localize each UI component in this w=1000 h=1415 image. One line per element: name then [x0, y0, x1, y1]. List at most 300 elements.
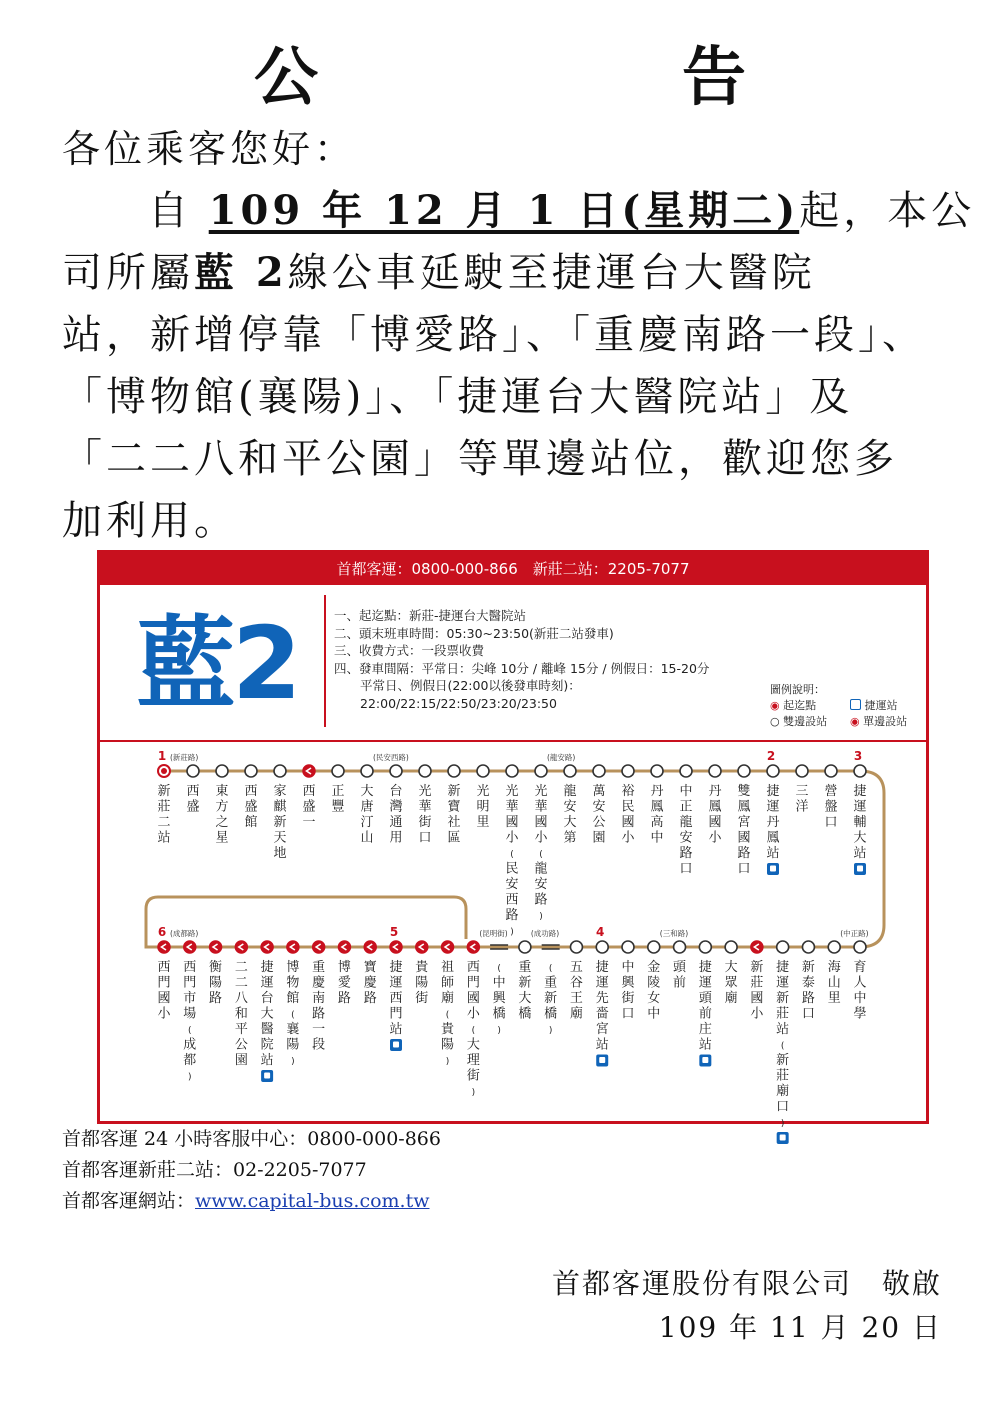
stop-name-char: 小 [157, 1006, 171, 1022]
stop-name-char: 眾 [724, 975, 738, 991]
stop-name [286, 959, 299, 1067]
stop-name-char: 大 [853, 830, 867, 846]
stop-name-char: 鳳 [737, 799, 751, 815]
stop-name-char: 小 [750, 1006, 764, 1022]
stop-name-char: 谷 [569, 975, 583, 991]
stop-name-char: 中 [492, 975, 506, 991]
stop-name-char: 西 [466, 960, 480, 975]
stop-name-char: ( [497, 964, 501, 974]
stop-name-char: 新 [447, 784, 461, 799]
contact-info [62, 1124, 441, 1217]
stop-name [244, 784, 257, 830]
stop-name-char: 路 [534, 892, 548, 908]
stop-name [592, 783, 605, 846]
stop-name-char: 豐 [331, 799, 345, 815]
mrt-badge-inner [264, 1073, 270, 1079]
stop-name-char: 興 [492, 991, 506, 1006]
stop-name [750, 960, 764, 1022]
stop-marker [596, 941, 608, 953]
stop-name-char: ( [548, 964, 553, 974]
stop-marker [535, 765, 547, 777]
stop-name-char: 安 [679, 830, 693, 846]
stop-name-char: 里 [476, 815, 490, 830]
stop-name-char: 站 [157, 830, 171, 846]
loop-line [146, 897, 466, 947]
stop-name-char: ) [548, 1026, 553, 1036]
body-line-2 [62, 242, 942, 304]
stop-marker [245, 765, 257, 777]
stop-name [215, 783, 228, 846]
stop-name-char: 捷 [766, 784, 780, 799]
info-line: 平常日、例假日(22:00以後發車時刻)： [360, 678, 581, 693]
stop-name-char: 西 [157, 960, 171, 975]
mrt-badge-inner [702, 1057, 708, 1063]
stop-name-char: 園 [592, 830, 606, 846]
stop-name-char: 西 [302, 784, 316, 799]
stop-marker [802, 941, 814, 953]
notice-date: 109 年 11 月 20 日 [658, 1311, 942, 1344]
body-line-1 [62, 180, 976, 242]
stop-name-char: 襄 [286, 1022, 300, 1037]
stop-marker [828, 941, 840, 953]
stop-name-char: 二 [234, 975, 248, 991]
stop-name-char: 大 [466, 1037, 480, 1053]
stop-name-char: ( [291, 1010, 295, 1021]
stop-name-char: 路 [737, 846, 751, 861]
stop-name [795, 784, 808, 815]
stop-marker [332, 765, 344, 777]
stop-name-char: ) [510, 927, 514, 938]
website-line [62, 1186, 441, 1217]
stop-name-char: 貴 [441, 1022, 455, 1037]
terminal-icon: ◉ [770, 699, 780, 712]
stop-name-char: 中 [647, 1006, 661, 1022]
stop-name-char: 台 [260, 991, 274, 1006]
stop-name-char: 光 [534, 784, 548, 799]
stop-name-char: 重 [518, 960, 532, 975]
stop-name-char: ) [539, 912, 543, 922]
stop-name-char: 國 [157, 991, 171, 1006]
stop-name-char: 路 [363, 991, 377, 1006]
stop-name [389, 784, 402, 846]
stop-name-char: 站 [766, 846, 780, 861]
stop-name-char: 運 [853, 799, 867, 815]
single-stop [751, 941, 763, 953]
stop-name-char: 中 [650, 830, 664, 846]
stop-name [621, 784, 635, 846]
stop-name-char: 中 [679, 784, 693, 799]
single-stop [287, 941, 299, 953]
stop-name-char: 站 [853, 846, 867, 861]
stop-name-char: 龍 [679, 815, 693, 830]
circle-icon: ○ [770, 715, 780, 728]
stop-name-char: 萬 [592, 784, 606, 799]
single-stop [390, 941, 402, 953]
stop-name-char: 通 [389, 815, 403, 830]
stop-name-char: 成 [183, 1037, 197, 1053]
stop-name [331, 784, 344, 815]
stop-name-char: 華 [505, 799, 519, 815]
stop-number: 1 [157, 749, 167, 763]
body-text-segment: 司所屬 [62, 250, 194, 296]
website-link[interactable]: www.capital-bus.com.tw [195, 1190, 430, 1212]
stop-name-char: 丹 [708, 784, 722, 799]
stop-marker [709, 765, 721, 777]
stop-name-char: 莊 [157, 799, 171, 815]
stop-name-char: 華 [418, 799, 432, 815]
stop-name [389, 959, 402, 1037]
stop-name-char: 橋 [544, 1006, 558, 1022]
stop-marker [777, 941, 789, 953]
stop-name [725, 959, 738, 1006]
stop-name-char: 台 [389, 784, 403, 799]
stop-name-char: 麒 [273, 799, 287, 815]
stop-name [183, 960, 196, 1083]
stop-name-char: 門 [183, 975, 197, 991]
stop-name-char: 祖 [441, 960, 455, 975]
stop-name-char: 光 [476, 784, 490, 799]
stop-name-char: 新 [750, 960, 764, 975]
stop-name-char: 口 [418, 830, 432, 846]
single-stop [184, 941, 196, 953]
stop-name [157, 784, 170, 846]
stop-name-char: 中 [621, 960, 635, 975]
stop-name-char: 第 [563, 830, 577, 846]
stop-name [338, 959, 351, 1006]
stop-name-char: 安 [592, 799, 606, 815]
stop-name [235, 960, 248, 1068]
stop-name-char: 新 [544, 991, 558, 1006]
stop-name-char: 灣 [389, 799, 403, 815]
stop-marker [274, 765, 286, 777]
stop-name-char: 國 [737, 830, 751, 846]
stop-name-char: 師 [441, 975, 455, 991]
stop-name-char: ) [188, 1072, 192, 1083]
map-header: 首都客運：0800-000-866 新莊二站：2205-7077 [100, 553, 926, 585]
stop-name-char: 館 [286, 991, 300, 1006]
stop-name [828, 960, 841, 1006]
stop-name-char: 正 [331, 784, 345, 799]
stop-name-char: 山 [360, 830, 374, 846]
stop-marker [477, 765, 489, 777]
stop-name-char: 人 [853, 975, 867, 991]
stop-name-char: 海 [827, 960, 841, 975]
stop-name [708, 784, 722, 846]
single-stop [338, 941, 350, 953]
legend-label: 單邊設站 [863, 715, 908, 728]
stop-name-char: 洋 [795, 799, 809, 815]
stop-name-char: 金 [647, 960, 661, 975]
stop-name-char: 華 [534, 799, 548, 815]
stop-name-char: ) [291, 1057, 295, 1067]
stop-number: 3 [853, 749, 863, 763]
stop-marker [448, 765, 460, 777]
stop-marker [651, 765, 663, 777]
stop-number: 5 [389, 925, 399, 939]
stop-name-char: 新 [518, 975, 532, 991]
stop-name-char: 橋 [518, 1006, 532, 1022]
stop-name-char: 國 [750, 991, 764, 1006]
stop-name-char: 民 [505, 861, 519, 877]
stop-name-char: 捷 [389, 960, 403, 975]
road-note: (龍安路) [547, 753, 576, 762]
stop-name-char: 莊 [776, 1006, 790, 1022]
stop-name-char: 新 [801, 960, 815, 975]
stop-name [563, 783, 576, 846]
website-label: 首都客運網站： [62, 1190, 196, 1212]
single-stop [303, 765, 315, 777]
stop-marker [796, 765, 808, 777]
stop-name-char: 盤 [824, 799, 838, 815]
stop-number: 4 [596, 925, 605, 939]
stop-name-char: 王 [569, 991, 583, 1006]
stop-name-char: 重 [544, 975, 558, 991]
stop-name-char: 里 [827, 991, 841, 1006]
stop-name-char: 大 [724, 960, 738, 975]
stop-name-char: 區 [447, 830, 461, 846]
stop-name-char: 國 [621, 815, 635, 830]
stop-name-char: 高 [650, 815, 664, 830]
stop-name-char: 廟 [569, 1006, 583, 1022]
stop-name-char: 寶 [363, 960, 377, 975]
stop-name-char: 盛 [186, 799, 200, 815]
single-stop [364, 941, 376, 953]
stop-name [776, 959, 789, 1129]
stop-marker [622, 941, 634, 953]
stop-name-char: 大 [360, 784, 374, 799]
stop-name-char: 新 [273, 815, 287, 830]
stop-name-char: 醫 [260, 1022, 274, 1037]
road-note: (昆明街) [479, 929, 508, 938]
stop-name-char: 輔 [853, 815, 867, 830]
legend-label: 捷運站 [864, 699, 898, 712]
stop-marker [622, 765, 634, 777]
single-stop [261, 941, 273, 953]
stop-name-char: 小 [621, 830, 635, 846]
stop-name-char: 運 [698, 975, 712, 991]
stop-name [679, 783, 692, 877]
stop-name-char: 陽 [441, 1037, 455, 1053]
stop-name-char: 庄 [698, 1022, 712, 1037]
stop-name-char: 捷 [595, 960, 609, 975]
stop-name-char: 街 [415, 991, 429, 1006]
stop-name-char: 路 [337, 991, 351, 1006]
stop-name-char: 八 [234, 991, 248, 1006]
stop-name-char: 莊 [776, 1068, 790, 1084]
stop-name-char: 新 [776, 1053, 790, 1068]
hotline: 首都客運 24 小時客服中心：0800-000-866 [62, 1128, 441, 1150]
stop-name-char: 鳳 [650, 799, 664, 815]
stop-name [621, 959, 635, 1022]
stop-name [418, 783, 431, 846]
stop-name [209, 960, 222, 1006]
stop-name-char: 國 [708, 815, 722, 830]
stop-name-char: 正 [679, 799, 693, 815]
stop-name [699, 959, 713, 1053]
stop-name [673, 960, 687, 991]
stop-name-char: 國 [466, 991, 480, 1006]
stop-name-char: ( [445, 1010, 450, 1021]
stop-name-char: 宮 [737, 815, 751, 830]
stop-name-char: 安 [563, 799, 577, 815]
road-note: (中正路) [840, 929, 869, 938]
stop-number: 2 [766, 749, 776, 763]
stop-name-char: 三 [795, 784, 809, 799]
single-stop [313, 941, 325, 953]
stop-number: 6 [157, 925, 167, 939]
stop-name [802, 960, 815, 1022]
stop-name-char: 門 [157, 975, 171, 991]
stop-name-char: 興 [621, 975, 635, 991]
stop-name [824, 784, 837, 830]
stop-name-char: 口 [737, 861, 751, 877]
stop-name-char: 新 [157, 784, 171, 799]
stop-name [737, 784, 750, 877]
road-note: (成功路) [530, 929, 560, 938]
stop-name-char: 寶 [447, 799, 461, 815]
info-line: 22:00/22:15/22:50/23:20/23:50 [360, 695, 557, 711]
stop-name-char: 運 [595, 975, 609, 991]
stop-name-char: 運 [776, 975, 790, 991]
stop-name-char: 中 [853, 991, 867, 1006]
stop-name-char: 先 [595, 991, 609, 1006]
stop-name-char: 陽 [286, 1037, 300, 1053]
legend-label: 雙邊設站 [783, 715, 828, 728]
stop-name [186, 784, 199, 815]
stop-name-char: 前 [673, 975, 687, 991]
stop-name [505, 783, 519, 938]
stop-marker [361, 765, 373, 777]
stop-name-char: 站 [389, 1022, 403, 1037]
stop-name-char: 重 [312, 960, 326, 975]
stop-name [360, 783, 373, 846]
stop-name-char: 市 [183, 991, 197, 1006]
stop-name-char: 捷 [698, 960, 712, 975]
stop-name-char: 西 [244, 784, 258, 799]
single-stop [210, 941, 222, 953]
stop-name-char: 運 [766, 799, 780, 815]
stop-name-char: 大 [260, 1006, 274, 1022]
stop-name-char: 用 [389, 830, 403, 846]
legend-label: 起迄點 [783, 699, 817, 712]
stop-name-char: 星 [215, 830, 229, 846]
stop-name-char: 盛 [302, 799, 316, 815]
stop-name [493, 964, 507, 1036]
stop-name-char: 鳳 [708, 799, 722, 815]
stop-name-char: 學 [853, 1006, 867, 1022]
stop-name [157, 960, 171, 1022]
stop-name-char: 地 [273, 846, 287, 861]
stop-name-char: 捷 [260, 960, 274, 975]
stop-name-char: 物 [286, 975, 300, 991]
stop-marker [699, 941, 711, 953]
stop-name-char: 場 [183, 1006, 197, 1022]
stop-name-char: 都 [183, 1053, 197, 1068]
single-stop [158, 941, 170, 953]
stop-name-char: 站 [595, 1037, 609, 1053]
stop-name-char: 東 [215, 784, 229, 799]
stop-name-char: 陵 [647, 975, 661, 991]
mrt-badge-inner [393, 1042, 399, 1048]
body-line-6: 加利用。 [62, 498, 238, 544]
stop-name-char: 橋 [492, 1006, 506, 1022]
stop-name-char: 路 [801, 991, 815, 1006]
stop-name-char: 安 [534, 877, 548, 892]
stop-name-char: 愛 [337, 975, 351, 991]
stop-name [766, 783, 779, 861]
stop-name-char: ) [497, 1026, 501, 1036]
stop-name-char: ( [471, 1026, 476, 1036]
stop-name-char: 慶 [312, 975, 326, 991]
stop-name-char: 營 [824, 784, 838, 799]
legend-title: 圖例說明： [770, 683, 825, 696]
stop-name-char: 廟 [776, 1084, 790, 1099]
stop-name-char: 天 [273, 830, 287, 846]
stop-name-char: 平 [234, 1022, 248, 1037]
stop-name [261, 959, 274, 1068]
stop-name-char: 大 [563, 815, 577, 830]
stop-name-char: 街 [621, 991, 635, 1006]
stop-name-char: 慶 [363, 975, 377, 991]
stop-name-char: 口 [776, 1099, 790, 1115]
stop-name-char: 光 [418, 784, 432, 799]
stop-name-char: 一 [302, 815, 316, 830]
stop-marker [648, 941, 660, 953]
stop-name-char: 公 [592, 815, 606, 830]
route-map [97, 550, 929, 1129]
stop-name-char: 路 [209, 991, 223, 1006]
stop-name-char: ) [445, 1057, 450, 1067]
stop-name-char: 站 [260, 1053, 274, 1068]
stop-name-char: 廟 [724, 991, 738, 1006]
stop-name-char: 龍 [534, 861, 548, 877]
stop-name-char: 捷 [776, 960, 790, 975]
stop-name-char: 站 [698, 1037, 712, 1053]
stop-name-char: 公 [234, 1037, 248, 1053]
stop-name-char: 育 [853, 960, 867, 975]
stop-name-char: 路 [679, 846, 693, 861]
stop-name-char: 街 [466, 1068, 480, 1084]
route-name: 藍 2 [194, 249, 288, 296]
stop-name-char: ( [780, 1041, 785, 1052]
mrt-badge-inner [599, 1057, 605, 1063]
stop-name-char: ( [539, 850, 543, 860]
stop-name-char: 門 [389, 1006, 403, 1022]
mrt-badge-inner [780, 1135, 786, 1141]
stop-name-char: 南 [312, 991, 326, 1006]
stop-marker [738, 765, 750, 777]
notice-body [62, 180, 976, 552]
stop-name-char: 宮 [595, 1022, 609, 1037]
stop-name [650, 784, 663, 846]
stop-name [364, 960, 377, 1006]
stop-marker [570, 941, 582, 953]
stop-name [853, 959, 866, 1022]
stop-name-char: 博 [286, 960, 300, 975]
terminal-dot [161, 768, 167, 774]
mrt-badge-inner [857, 866, 863, 872]
stop-marker [187, 765, 199, 777]
stop-name [596, 959, 609, 1053]
effective-date: 109 年 12 月 1 日(星期二) [208, 187, 800, 234]
stop-name-char: 口 [621, 1006, 635, 1022]
single-stop [416, 941, 428, 953]
stop-marker [854, 765, 866, 777]
route-diagram [100, 553, 926, 1129]
stop-name [534, 783, 548, 922]
stop-name-char: 泰 [801, 975, 815, 991]
stop-name-char: 雙 [737, 784, 751, 799]
